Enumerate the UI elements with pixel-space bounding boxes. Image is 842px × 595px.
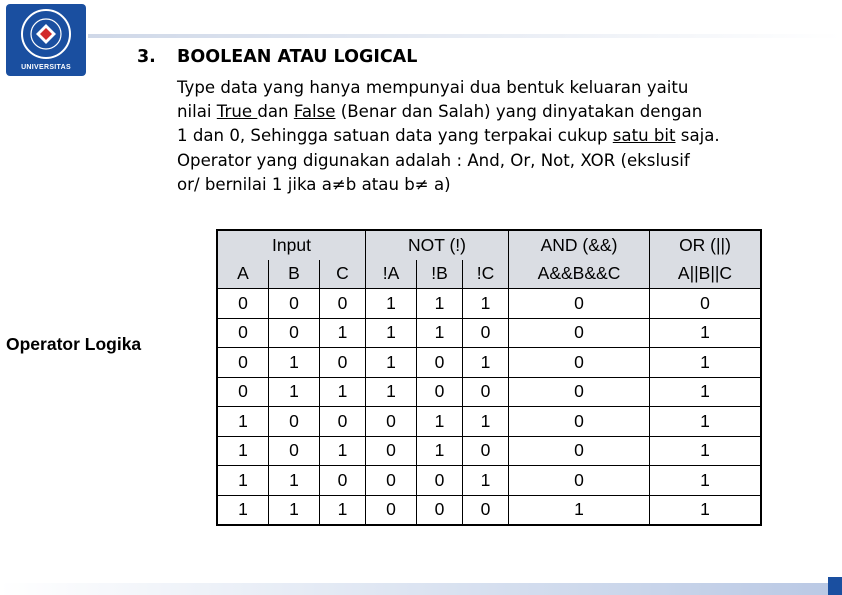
table-cell: 0 [366,495,417,525]
group-header-not: NOT (!) [366,230,509,260]
table-cell: 1 [417,407,463,437]
table-cell: 0 [269,289,320,319]
text-fragment: dan [257,102,294,122]
operator-logika-label: Operator Logika [6,334,142,354]
table-cell: 0 [509,466,650,496]
table-cell: 1 [366,348,417,378]
table-row [217,466,761,496]
table-cell: 0 [509,289,650,319]
table-cell: 0 [417,377,463,407]
column-header-row [217,260,761,289]
paragraph-line-3 [177,124,827,148]
table-row [217,436,761,466]
table-cell: 1 [269,466,320,496]
table-cell: 0 [650,289,762,319]
table-cell: 0 [509,436,650,466]
table-cell: 1 [463,407,509,437]
table-cell: 0 [269,407,320,437]
table-row [217,495,761,525]
table-cell: 1 [366,318,417,348]
group-header-and: AND (&&) [509,230,650,260]
truth-table-body [217,289,761,526]
table-cell: 0 [217,348,269,378]
column-header: B [269,260,320,289]
paragraph-line-1: Type data yang hanya mempunyai dua bentuk keluaran yaitu [177,78,689,97]
table-cell: 0 [417,495,463,525]
table-cell: 1 [417,436,463,466]
column-header: !C [463,260,509,289]
table-cell: 0 [509,318,650,348]
table-cell: 1 [417,289,463,319]
table-cell: 1 [650,377,762,407]
table-cell: 1 [320,495,366,525]
group-header-input: Input [217,230,366,260]
table-cell: 0 [320,407,366,437]
table-cell: 1 [650,348,762,378]
text-fragment: nilai [177,102,217,122]
table-cell: 1 [217,436,269,466]
table-cell: 0 [417,348,463,378]
header-divider [88,34,842,38]
description-paragraph [177,76,827,197]
table-cell: 1 [650,495,762,525]
table-cell: 1 [366,289,417,319]
table-cell: 1 [417,318,463,348]
truth-table [216,229,762,526]
footer-accent [828,577,842,595]
table-cell: 1 [650,436,762,466]
column-header: !B [417,260,463,289]
table-cell: 1 [269,495,320,525]
table-cell: 1 [463,289,509,319]
table-cell: 1 [269,348,320,378]
column-header: A [217,260,269,289]
table-cell: 1 [463,466,509,496]
table-cell: 0 [366,466,417,496]
paragraph-line-5: or/ bernilai 1 jika a≠b atau b≠ a) [177,174,451,194]
table-cell: 1 [509,495,650,525]
table-cell: 0 [269,436,320,466]
term-satu-bit: satu bit [612,126,676,146]
table-cell: 0 [320,348,366,378]
footer-bar [0,583,842,595]
table-cell: 0 [366,436,417,466]
table-row [217,318,761,348]
table-cell: 0 [269,318,320,348]
text-fragment: saja. [675,126,720,146]
table-cell: 0 [217,377,269,407]
paragraph-line-4: Operator yang digunakan adalah : And, Or, Not, XOR (ekslusif [177,150,690,170]
term-true: True [216,102,258,122]
table-cell: 1 [217,495,269,525]
paragraph-line-2 [177,100,827,124]
section-number: 3. [137,47,156,67]
table-cell: 0 [509,407,650,437]
table-cell: 0 [217,318,269,348]
table-cell: 0 [509,377,650,407]
table-cell: 0 [463,377,509,407]
table-cell: 0 [463,495,509,525]
group-header-or: OR (||) [650,230,762,260]
table-cell: 1 [650,466,762,496]
table-cell: 1 [320,318,366,348]
section-heading [137,47,417,67]
column-header: A||B||C [650,260,762,289]
column-header: C [320,260,366,289]
table-cell: 1 [463,348,509,378]
table-cell: 1 [269,377,320,407]
table-cell: 1 [217,466,269,496]
table-cell: 1 [650,318,762,348]
table-cell: 0 [463,318,509,348]
text-fragment: 1 dan 0, Sehingga satuan data yang terpakai cukup [177,126,613,146]
table-row [217,348,761,378]
university-logo [6,4,86,76]
section-title: BOOLEAN ATAU LOGICAL [177,47,418,67]
logo-text: UNIVERSITAS [21,64,71,71]
table-cell: 0 [320,466,366,496]
table-cell: 1 [320,377,366,407]
table-row [217,289,761,319]
table-cell: 0 [320,289,366,319]
text-fragment: (Benar dan Salah) yang dinyatakan dengan [335,102,703,122]
table-cell: 0 [366,407,417,437]
term-false: False [293,102,336,122]
table-row [217,407,761,437]
table-cell: 1 [650,407,762,437]
table-cell: 0 [417,466,463,496]
group-header-row [217,230,761,260]
table-cell: 1 [217,407,269,437]
table-row [217,377,761,407]
column-header: !A [366,260,417,289]
table-cell: 0 [463,436,509,466]
table-cell: 0 [509,348,650,378]
column-header: A&&B&&C [509,260,650,289]
table-cell: 1 [320,436,366,466]
table-cell: 0 [217,289,269,319]
table-cell: 1 [366,377,417,407]
